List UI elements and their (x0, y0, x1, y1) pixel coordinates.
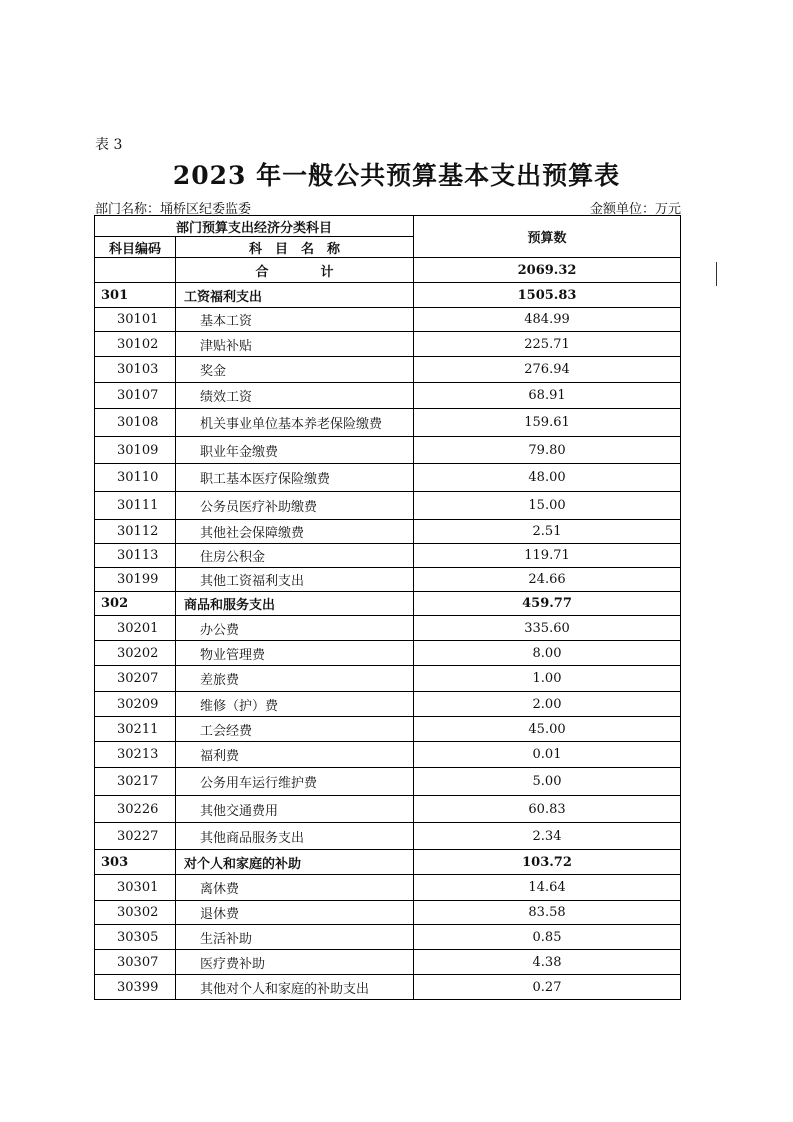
row-amount: 2.51 (414, 520, 681, 544)
row-amount: 225.71 (414, 332, 681, 357)
row-name: 退休费 (176, 901, 414, 925)
row-name: 公务员医疗补助缴费 (176, 492, 414, 520)
row-code: 30307 (95, 950, 176, 975)
row-amount: 0.01 (414, 742, 681, 768)
row-name: 公务用车运行维护费 (176, 768, 414, 796)
item-row (95, 357, 681, 383)
item-row (95, 823, 681, 850)
row-code: 30302 (95, 901, 176, 925)
item-row (95, 308, 681, 332)
row-name: 津贴补贴 (176, 332, 414, 357)
item-row (95, 332, 681, 357)
row-code: 30399 (95, 975, 176, 1000)
total-row (95, 258, 681, 283)
row-name: 其他商品服务支出 (176, 823, 414, 850)
item-row (95, 666, 681, 692)
row-code: 30227 (95, 823, 176, 850)
row-amount: 103.72 (414, 850, 681, 875)
row-amount: 24.66 (414, 568, 681, 592)
total-code-cell (95, 258, 176, 283)
row-code: 30201 (95, 616, 176, 641)
row-amount: 5.00 (414, 768, 681, 796)
row-code: 30102 (95, 332, 176, 357)
row-name: 住房公积金 (176, 544, 414, 568)
row-code: 30213 (95, 742, 176, 768)
row-code: 30113 (95, 544, 176, 568)
row-amount: 2.00 (414, 692, 681, 717)
row-code: 302 (95, 592, 176, 616)
item-row (95, 875, 681, 901)
item-row (95, 544, 681, 568)
header-row-group (95, 216, 681, 237)
item-row (95, 692, 681, 717)
item-row (95, 616, 681, 641)
item-row (95, 437, 681, 464)
item-row (95, 568, 681, 592)
row-name: 维修（护）费 (176, 692, 414, 717)
row-code: 30211 (95, 717, 176, 742)
total-label: 合 计 (176, 258, 414, 283)
row-code: 30101 (95, 308, 176, 332)
item-row (95, 901, 681, 925)
header-amount: 预算数 (414, 216, 681, 258)
row-amount: 2.34 (414, 823, 681, 850)
item-row (95, 742, 681, 768)
text-cursor-mark (716, 262, 717, 286)
total-amount: 2069.32 (414, 258, 681, 283)
row-name: 医疗费补助 (176, 950, 414, 975)
row-amount: 4.38 (414, 950, 681, 975)
row-name: 差旅费 (176, 666, 414, 692)
row-code: 30107 (95, 383, 176, 409)
row-name: 工资福利支出 (176, 283, 414, 308)
row-amount: 119.71 (414, 544, 681, 568)
row-amount: 83.58 (414, 901, 681, 925)
row-name: 离休费 (176, 875, 414, 901)
item-row (95, 796, 681, 823)
header-name: 科 目 名 称 (176, 237, 414, 258)
category-row (95, 592, 681, 616)
row-amount: 1505.83 (414, 283, 681, 308)
row-code: 30110 (95, 464, 176, 492)
row-name: 奖金 (176, 357, 414, 383)
row-amount: 8.00 (414, 641, 681, 666)
row-amount: 0.85 (414, 925, 681, 950)
row-amount: 45.00 (414, 717, 681, 742)
row-code: 30111 (95, 492, 176, 520)
row-name: 其他交通费用 (176, 796, 414, 823)
row-name: 其他社会保障缴费 (176, 520, 414, 544)
row-code: 30199 (95, 568, 176, 592)
row-amount: 335.60 (414, 616, 681, 641)
row-name: 职工基本医疗保险缴费 (176, 464, 414, 492)
row-name: 对个人和家庭的补助 (176, 850, 414, 875)
row-code: 30109 (95, 437, 176, 464)
row-code: 30207 (95, 666, 176, 692)
row-amount: 68.91 (414, 383, 681, 409)
header-code: 科目编码 (95, 237, 176, 258)
table-number: 表 3 (95, 137, 123, 153)
unit-label: 金额单位：万元 (589, 202, 681, 217)
row-code: 30209 (95, 692, 176, 717)
row-code: 30217 (95, 768, 176, 796)
row-name: 物业管理费 (176, 641, 414, 666)
row-amount: 1.00 (414, 666, 681, 692)
row-code: 30112 (95, 520, 176, 544)
row-code: 30226 (95, 796, 176, 823)
row-amount: 159.61 (414, 409, 681, 437)
row-name: 福利费 (176, 742, 414, 768)
row-code: 30305 (95, 925, 176, 950)
item-row (95, 520, 681, 544)
row-amount: 14.64 (414, 875, 681, 901)
row-amount: 60.83 (414, 796, 681, 823)
row-name: 绩效工资 (176, 383, 414, 409)
page-title: 2023 年一般公共预算基本支出预算表 (172, 161, 621, 190)
row-code: 30103 (95, 357, 176, 383)
item-row (95, 950, 681, 975)
item-row (95, 464, 681, 492)
row-amount: 276.94 (414, 357, 681, 383)
row-amount: 0.27 (414, 975, 681, 1000)
row-name: 商品和服务支出 (176, 592, 414, 616)
row-amount: 459.77 (414, 592, 681, 616)
item-row (95, 925, 681, 950)
item-row (95, 409, 681, 437)
category-row (95, 283, 681, 308)
item-row (95, 641, 681, 666)
item-row (95, 492, 681, 520)
row-amount: 484.99 (414, 308, 681, 332)
row-code: 303 (95, 850, 176, 875)
budget-table (94, 215, 681, 1000)
row-code: 30108 (95, 409, 176, 437)
row-name: 基本工资 (176, 308, 414, 332)
item-row (95, 717, 681, 742)
row-name: 生活补助 (176, 925, 414, 950)
row-name: 职业年金缴费 (176, 437, 414, 464)
row-name: 其他工资福利支出 (176, 568, 414, 592)
row-amount: 48.00 (414, 464, 681, 492)
item-row (95, 768, 681, 796)
category-row (95, 850, 681, 875)
item-row (95, 383, 681, 409)
row-name: 其他对个人和家庭的补助支出 (176, 975, 414, 1000)
row-amount: 79.80 (414, 437, 681, 464)
row-code: 301 (95, 283, 176, 308)
row-name: 机关事业单位基本养老保险缴费 (176, 409, 414, 437)
row-amount: 15.00 (414, 492, 681, 520)
department-label: 部门名称：埇桥区纪委监委 (95, 202, 252, 217)
row-code: 30301 (95, 875, 176, 901)
item-row (95, 975, 681, 1000)
row-name: 办公费 (176, 616, 414, 641)
row-code: 30202 (95, 641, 176, 666)
header-group-label: 部门预算支出经济分类科目 (95, 216, 414, 237)
row-name: 工会经费 (176, 717, 414, 742)
